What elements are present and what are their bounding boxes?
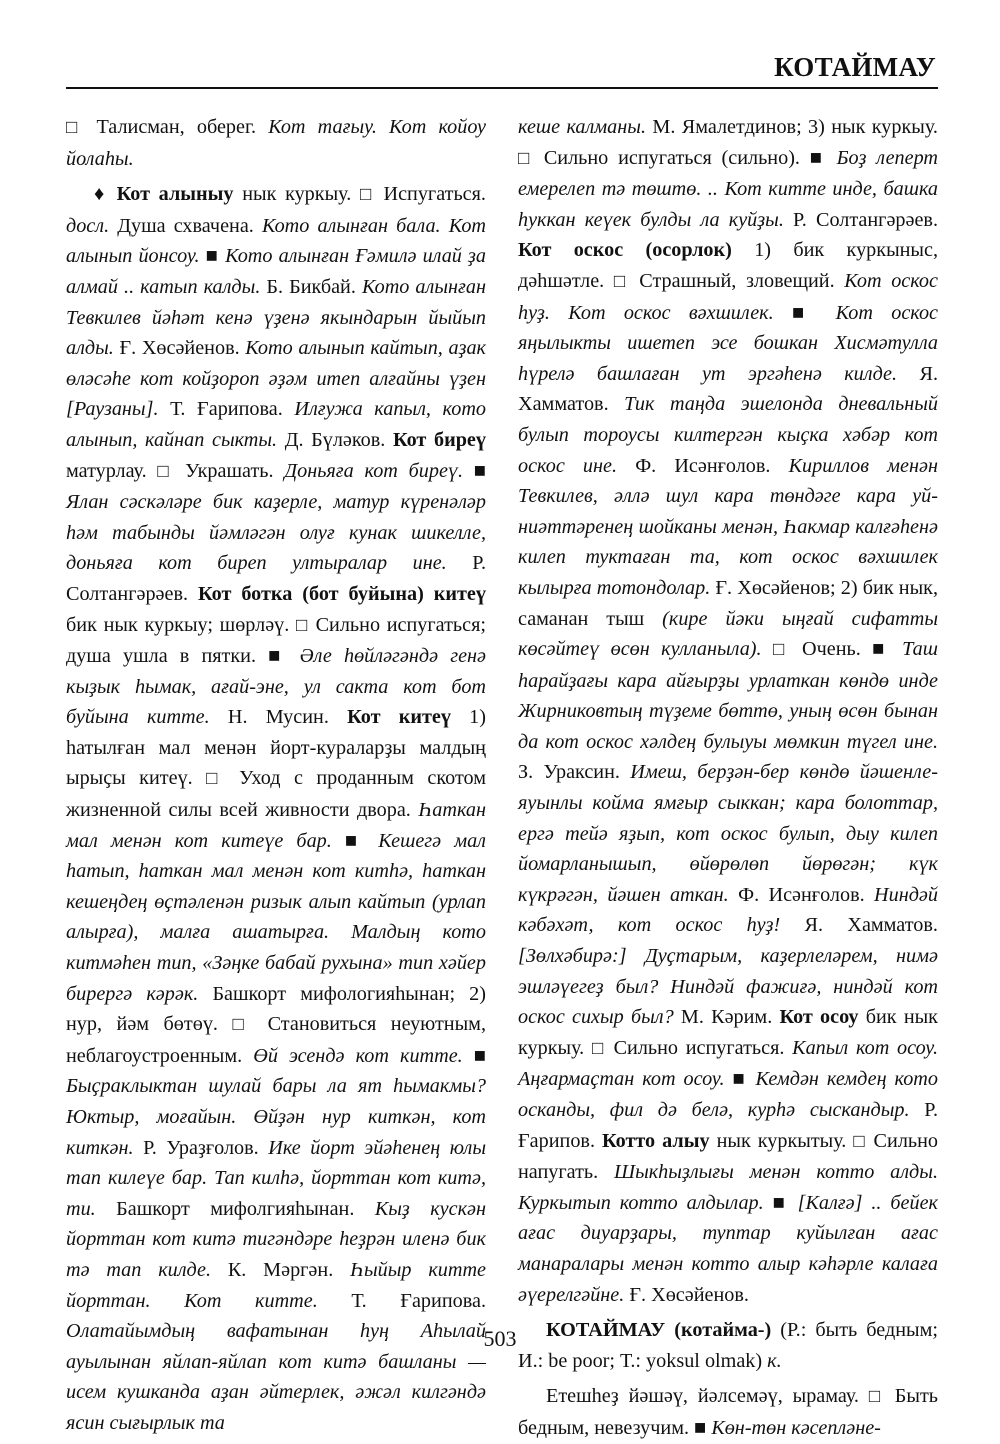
definition-text: ■ (331, 829, 379, 852)
definition-text: Уход с проданным скотом жизненной силы всей живности двора. (66, 767, 486, 822)
example-text: Боҙ леперт емерелеп тә төштө. .. Кот китте инде, башка һуккан кеүек булды ла куйҙы. (518, 146, 938, 231)
definition-text: Н. Мусин. (209, 706, 348, 729)
definition-text: ■ (463, 459, 486, 482)
example-text: Быҫраклыктан шулай бары ла ят һымакмы? Юктыр, моғайын. Өйҙән нур киткән, кот киткән. (66, 1075, 486, 1159)
definition-text: нык куркытыу. (709, 1129, 854, 1152)
example-text: Һаткан мал менән кот китеүе бар. (66, 799, 486, 852)
definition-text: Душа схвачена. (109, 214, 262, 237)
definition-text: З. Ураксин. (518, 761, 631, 784)
headword: Кот алыныу (116, 183, 234, 206)
definition-text: Б. Бикбай. (260, 275, 362, 298)
definition-text: Р. Ураҙғолов. (133, 1136, 269, 1159)
definition-text: Т. Ғарипова. (158, 398, 295, 421)
definition-text (762, 638, 773, 660)
definition-text: ■ (199, 245, 226, 268)
definition-text: Р. Солтангәрәев. (66, 552, 486, 605)
definition-text: Башкорт мифологияһынан; 2) нур, йәм бөтөү. (66, 982, 486, 1036)
entry-paragraph (518, 1381, 938, 1443)
square-marker-icon: □ (157, 460, 175, 482)
headword: Кот оскос (осорлок) (518, 239, 732, 262)
definition-text: 1) һатылған мал менән йорт-кураларҙы малдың ырыҫы китеү. (66, 706, 486, 790)
example-text: Таш һарайҙағы кара айғырҙы урлаткан көндө инде Жирниковтың түҙеме бөттө, уның өсөн бынан да кот оскос хәлдең булыуы мөмкин түгел ине. (518, 638, 938, 753)
example-text: Кот оскос яңылыкты ишетеп эсе бошкан Хисмәтулла һүрелә башлаған ут эргәһенә килде. (518, 301, 939, 385)
definition-text: Ф. Исәнғолов. (728, 883, 875, 906)
header-rule (66, 87, 938, 89)
example-text: [Калғә] .. бейек ағас диуарҙары, туптар куйылған ағас манаралары менән котто алыр кәһәрле калаға әүерелгәйне. (518, 1191, 938, 1306)
definition-text: ■ (773, 301, 836, 324)
running-head: КОТАЙМАУ (774, 52, 936, 82)
example-text: Кешегә мал һатып, һаткан мал менән кот китһә, һаткан кешеңдең өҫтәленән ризык алып кайтып (урлап алырға), малға ашатырға. Малдың кото китмәһен тип, «Зәңке бабай рухына» тип хәйер бирергә кәрәк. (66, 829, 486, 1005)
example-text: Илғужа капыл, кото алынып, кайнап сыкты. (66, 398, 486, 451)
example-text: Имеш, берҙән-бер көндө йәшенле-яуынлы койма ямғыр сыккан; кара болоттар, ергә тейә яҙып, кот оскос булып, дыу килеп йомарланышып, өйөрөлөп йөрөгән; күк күкрәгән, йәшен аткан. (518, 761, 938, 906)
definition-text: К. Мәргән. (211, 1258, 351, 1281)
square-marker-icon: □ (591, 1037, 606, 1059)
example-text: Шыкһыҙлығы менән котто алды. Куркытып котто алдылар. (518, 1161, 938, 1214)
example-text: кеше калманы. (518, 116, 647, 138)
definition-text: ■ (724, 1068, 756, 1091)
definition-text: Ғ. Хөсәйенов. (113, 337, 246, 360)
square-marker-icon: □ (853, 1130, 867, 1152)
right-column (518, 112, 938, 1444)
definition-text: Р. Ғарипов. (518, 1099, 939, 1152)
example-text: Тик таңда эшелонда дневальный булып тороусы килтергән кыҫка хәбәр кот оскос ине. (518, 393, 938, 477)
square-marker-icon: □ (868, 1386, 885, 1408)
definition-text: Сильно напугать. (518, 1129, 938, 1184)
example-text: Олатайымдың вафатынан һуң Аһылай ауылынан яйлап-яйлап кот китә башланы — исем кушканда аҙан әйтерлек, әжәл килгәндә ясин сығырлык та (66, 1320, 486, 1434)
definition-text: Становиться неуютным, неблагоустроенным. (66, 1013, 486, 1067)
example-text: Кыҙ кускән йорттан кот китә тигәндәре һеҙрән иленә бик тә тап килде. (66, 1197, 486, 1281)
example-text: Капыл кот осоу. Аңғармаҫтан кот осоу. (518, 1036, 939, 1091)
definition-text: М. Кәрим. (673, 1006, 780, 1029)
example-text: Кото алынған Тевкилев йәһәт кенә үҙенә якындарын йыйып алды. (66, 275, 486, 360)
square-marker-icon: □ (206, 768, 226, 790)
definition-text: Очень. ■ (790, 638, 903, 661)
definition-text: матурлау. (66, 459, 158, 482)
headword: Котто алыу (602, 1129, 710, 1152)
definition-text: Башкорт мифолгияһынан. (95, 1197, 375, 1220)
example-text: Кириллов менән Тевкилев, әллә шул кара төндәге кара уй-ниәттәренең шойканы менән, Һакмар калғәһенә килеп туктаған та, кот оскос вәхшилек кылырға тотондолар. (518, 454, 938, 599)
definition-text: Талисман, оберег. (84, 116, 269, 138)
headword: Кот осоу (779, 1006, 859, 1029)
example-text: Кот оскос һуҙ. Кот оскос вәхшилек. (518, 269, 938, 324)
definition-text: Сильно испугаться (сильно). ■ (534, 146, 837, 169)
example-text: Доньяға кот биреү. (284, 459, 464, 482)
square-marker-icon: □ (296, 614, 309, 636)
definition-text: нык куркыу. (233, 183, 360, 206)
definition-text: Я. Хамматов. (518, 362, 938, 416)
example-text: к. (767, 1349, 782, 1372)
example-text: Кото алынған Ғәмилә илай ҙа алмай .. катып калды. (66, 245, 486, 298)
left-column (66, 112, 486, 1439)
definition-text: М. Ямалетдинов; 3) нык куркыу. (646, 116, 938, 138)
example-text: Ялан сәскәләре бик каҙерле, матур күренәләр һәм табынды йәмләгән олуғ кунак шикелле, доньяға кот биреп ултыралар ине. (66, 491, 486, 575)
definition-text: Д. Бүләков. (277, 428, 393, 451)
example-text: [Зөлхәбирә:] Дуҫтарым, каҙерлеләрем, нимә эшләүегеҙ был? Ниндәй фажиғә, ниндәй кот оскос сихыр был? (518, 945, 938, 1029)
example-text: Ниндәй кәбәхәт, кот оскос һуҙ! (518, 883, 938, 937)
definition-text: Я. Хамматов. (780, 914, 938, 937)
example-text: Кемдән кемдең кото осканды, фил дә белә, курһә сыскандыр. (518, 1068, 938, 1121)
example-text: Көн-төн кәсепләне- (711, 1416, 881, 1439)
definition-text: Р. Солтангәрәев. (783, 208, 939, 231)
definition-text: Ғ. Хөсәйенов. (624, 1283, 749, 1306)
example-text: Әле һөйләгәндә генә кыҙык һымак, ағай-эне, ул сакта кот бот буйына китте. (66, 645, 487, 729)
headword: Кот биреү (392, 428, 486, 451)
headword: Кот ботка (бот буйына) китеү (198, 582, 486, 605)
square-marker-icon: □ (232, 1014, 254, 1036)
headword: Кот китеү (347, 706, 451, 729)
definition-text: Етешһеҙ йәшәү, йәлсемәү, ырамау. (546, 1385, 869, 1408)
entry-paragraph (66, 179, 486, 1438)
definition-text: Испугаться. (374, 183, 486, 206)
example-text: Һыйыр китте йорттан. Кот китте. (66, 1258, 486, 1312)
example-text: Кото алынған бала. Кот алынып йонсоу. (66, 214, 486, 268)
definition-text: Ғ. Хөсәйенов; 2) бик нык, саманан тыш (518, 576, 938, 630)
definition-text: Быть бедным, невезучим. ■ (518, 1385, 938, 1439)
definition-text: Страшный, зловещий. (629, 269, 845, 292)
example-text: (кире йәки ыңғай сифатты көсәйтеү өсөн кулланыла). (518, 607, 938, 661)
definition-text: ■ (462, 1044, 486, 1067)
headword: КОТАЙМАУ (котайма-) (546, 1319, 772, 1342)
square-marker-icon: □ (66, 117, 85, 138)
definition-text: Сильно испугаться; душа ушла в пятки. ■ (66, 613, 486, 668)
entry-paragraph (66, 112, 486, 174)
example-text: досл. (66, 214, 110, 237)
definition-text: бик нык куркыу. (518, 1006, 938, 1059)
definition-text: Сильно испугаться. (605, 1036, 793, 1059)
definition-text: 1) бик куркыныс, дәһшәтле. (518, 239, 939, 292)
example-text: Кото алынып кайтып, аҙак өләсәһе кот койҙороп әҙәм итеп алғайны үҙен [Раузаны]. (66, 337, 486, 421)
square-marker-icon: □ (613, 270, 630, 292)
definition-text: ♦ (94, 183, 117, 206)
definition-text: ■ (763, 1191, 798, 1214)
example-text: Ике йорт эйәһенең юлы тап килеүе бар. Тап килһә, йорттан кот китә, ти. (66, 1136, 486, 1220)
example-text: Кот тағыу. Кот койоу йолаһы. (66, 116, 486, 170)
definition-text: (Р.: быть бедным; И.: be poor; Т.: yoksul olmak) (518, 1319, 938, 1372)
square-marker-icon: □ (773, 639, 791, 661)
square-marker-icon: □ (359, 184, 375, 206)
definition-text: Т. Ғарипова. (317, 1289, 486, 1312)
definition-text: Украшать. (174, 459, 285, 482)
page-number: 503 (483, 1326, 517, 1351)
example-text: Өй эсендә кот китте. (253, 1044, 463, 1067)
definition-text: Ф. Исәнғолов. (617, 454, 789, 477)
square-marker-icon: □ (518, 147, 534, 169)
entry-paragraph (518, 112, 938, 1310)
definition-text: бик нык куркыу; шөрләү. (66, 613, 297, 636)
